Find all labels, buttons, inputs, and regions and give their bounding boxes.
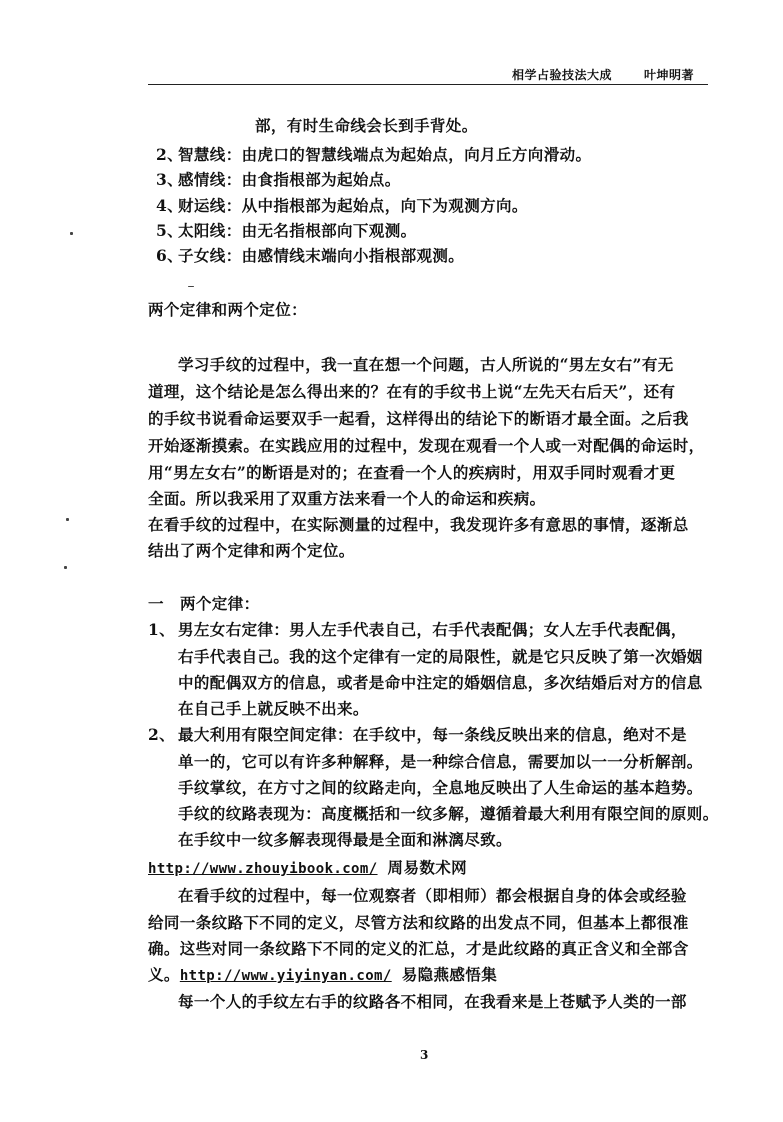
law-line: 手纹的纹路表现为：高度概括和一纹多解，遵循着最大利用有限空间的原则。: [178, 804, 719, 823]
scan-speck: [64, 566, 67, 569]
page-number: 3: [420, 1048, 429, 1062]
law-number: 1、: [148, 620, 176, 639]
list-item-text: 感情线：由食指根部为起始点。: [178, 170, 401, 189]
law-number: 2、: [148, 725, 176, 744]
paragraph-line: 的手纹书说看命运要双手一起看，这样得出的结论下的断语才最全面。之后我: [148, 409, 689, 428]
paragraph-line: 学习手纹的过程中，我一直在想一个问题，古人所说的“男左女右”有无: [178, 355, 674, 374]
list-item-number: 2、: [156, 145, 184, 164]
laws-heading-number: 一: [148, 594, 164, 613]
law-line: 在手纹中一纹多解表现得最是全面和淋漓尽致。: [178, 830, 512, 849]
list-item: [156, 194, 528, 216]
header-rule: [148, 84, 708, 85]
paragraph-line: 每一个人的手纹左右手的纹路各不相同，在我看来是上苍赋予人类的一部: [178, 992, 687, 1011]
header-author: 叶坤明著: [644, 68, 695, 82]
law-line: [148, 723, 687, 745]
list-item-number: 6、: [156, 246, 184, 265]
law-line: [148, 618, 687, 640]
paragraph-line: 全面。所以我采用了双重方法来看一个人的命运和疾病。: [148, 489, 546, 508]
laws-heading: [148, 592, 260, 614]
list-item: [156, 143, 591, 165]
paragraph-line: 在看手纹的过程中，每一位观察者（即相师）都会根据自身的体会或经验: [178, 886, 687, 905]
scan-speck: [66, 518, 69, 521]
list-item: [156, 244, 464, 266]
paragraph-line: 用“男左女右”的断语是对的；在查看一个人的疾病时，用双手同时观看才更: [148, 463, 676, 482]
paragraph-line: 道理，这个结论是怎么得出来的？在有的手纹书上说“左先天右后天”，还有: [148, 382, 676, 401]
list-item-number: 4、: [156, 196, 184, 215]
paragraph-line: 开始逐渐摸索。在实践应用的过程中，发现在观看一个人或一对配偶的命运时，: [148, 436, 705, 455]
list-item-text: 子女线：由感情线末端向小指根部观测。: [178, 246, 465, 265]
section-title: 两个定律和两个定位：: [148, 300, 308, 319]
paragraph-line: 确。这些对同一条纹路下不同的定义的汇总，才是此纹路的真正含义和全部含: [148, 939, 689, 958]
list-item-text: 太阳线：由无名指根部向下观测。: [178, 221, 417, 240]
paragraph-end-text: 义。: [148, 965, 180, 984]
watermark-link[interactable]: http://www.yiyinyan.com/: [179, 968, 392, 984]
law-line: 右手代表自己。我的这个定律有一定的局限性，就是它只反映了第一次婚姻: [178, 647, 703, 666]
paragraph-line: 给同一条纹路下不同的定义，尽管方法和纹路的出发点不同，但基本上都很准: [148, 913, 689, 932]
law-line: 中的配偶双方的信息，或者是命中注定的婚姻信息，多次结婚后对方的信息: [178, 673, 703, 692]
law-line: 单一的，它可以有许多种解释，是一种综合信息，需要加以一一分析解剖。: [178, 752, 703, 771]
continuation-line: 部，有时生命线会长到手背处。: [255, 116, 478, 135]
list-item-text: 智慧线：由虎口的智慧线端点为起始点，向月丘方向滑动。: [178, 145, 592, 164]
paragraph-line: [148, 963, 497, 985]
watermark-site-name: 周易数术网: [387, 858, 468, 877]
list-item-number: 3、: [156, 170, 184, 189]
paragraph-line: 结出了两个定律和两个定位。: [148, 541, 355, 560]
law-text: 男左女右定律：男人左手代表自己，右手代表配偶；女人左手代表配偶，: [178, 620, 687, 639]
law-line: 在自己手上就反映不出来。: [178, 699, 369, 718]
watermark-line: [148, 856, 467, 878]
law-line: 手纹掌纹，在方寸之间的纹路走向，全息地反映出了人生命运的基本趋势。: [178, 778, 703, 797]
law-text: 最大利用有限空间定律：在手纹中，每一条线反映出来的信息，绝对不是: [178, 725, 687, 744]
scan-speck: [70, 232, 73, 235]
scan-speck: [188, 286, 194, 287]
list-item: [156, 219, 417, 241]
watermark-link[interactable]: http://www.zhouyibook.com/: [148, 861, 378, 877]
list-item-number: 5、: [156, 221, 184, 240]
laws-heading-text: 两个定律：: [180, 594, 260, 613]
list-item: [156, 168, 401, 190]
list-item-text: 财运线：从中指根部为起始点，向下为观测方向。: [178, 196, 528, 215]
paragraph-line: 在看手纹的过程中，在实际测量的过程中，我发现许多有意思的事情，逐渐总: [148, 515, 689, 534]
watermark-site-name: 易隐燕感悟集: [401, 965, 498, 984]
header-book-title: 相学占验技法大成: [512, 68, 613, 82]
